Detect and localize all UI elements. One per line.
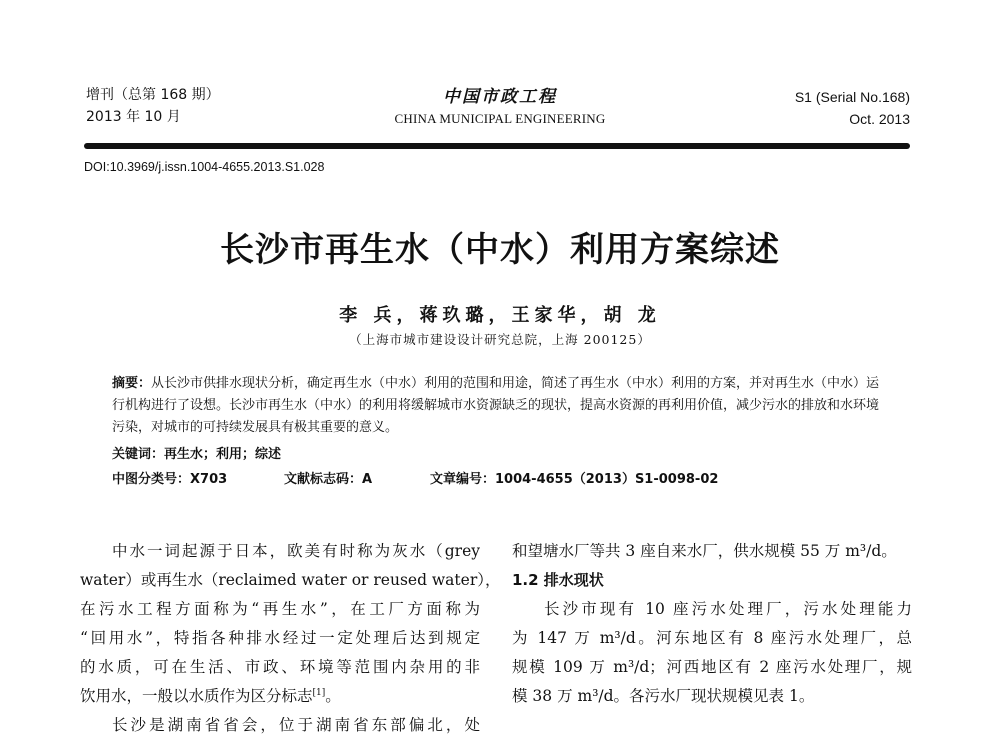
body-line-text: 饮用水，一般以水质作为区分标志 [80, 687, 313, 705]
body-line: 规模 109 万 m³/d；河西地区有 2 座污水处理厂，规 [512, 658, 912, 676]
clc-number: 中图分类号：X703 [112, 472, 228, 487]
body-line: 的水质，可在生活、市政、环境等范围内杂用的非 [80, 658, 480, 676]
body-line [80, 682, 480, 711]
abstract-text: 从长沙市供排水现状分析，确定再生水（中水）利用的范围和用途，简述了再生水（中水）利用的方案，并对再生水（中水）运行机构进行了设想。长沙市再生水（中水）的利用将缓解城市水资源缺乏的现状，提高水资源的再利用价值，减少污水的排放和水环境污染，对城市的可持续发展具有极其重要的意义。 [112, 376, 880, 435]
reference-mark[interactable]: [1] [312, 687, 326, 698]
body-line: 长沙市现有 10 座污水处理厂，污水处理能力 [544, 600, 912, 618]
paper-title: 长沙市再生水（中水）利用方案综述 [220, 230, 780, 270]
doc-code: 文献标志码：A [284, 472, 373, 487]
body-line: 中水一词起源于日本，欧美有时称为灰水（grey [112, 542, 480, 560]
body-line: 模 38 万 m³/d。各污水厂现状规模见表 1。 [512, 687, 815, 705]
body-line: 和望塘水厂等共 3 座自来水厂，供水规模 55 万 m³/d。 [512, 542, 897, 560]
journal-name-en: CHINA MUNICIPAL ENGINEERING [394, 111, 606, 126]
serial-block [795, 86, 910, 130]
body-line: 为 147 万 m³/d。河东地区有 8 座污水处理厂，总 [512, 629, 912, 647]
authors: 李 兵，蒋玖璐，王家华，胡 龙 [339, 305, 661, 326]
abstract [112, 373, 882, 439]
body-line: “回用水”，特指各种排水经过一定处理后达到规定 [80, 629, 480, 647]
journal-logo-cn: 中国市政工程 [443, 87, 557, 107]
date-en: Oct. 2013 [849, 111, 910, 127]
keywords-text: 再生水；利用；综述 [164, 447, 282, 462]
body-left-column [80, 537, 501, 740]
serial-number: S1 (Serial No.168) [794, 89, 910, 105]
abstract-label: 摘要： [112, 376, 152, 391]
affiliation: （上海市城市建设设计研究总院，上海 200125） [349, 332, 651, 347]
body-right-column [512, 537, 912, 711]
section-heading: 1.2 排水现状 [512, 571, 604, 589]
keywords [112, 443, 281, 462]
doi: DOI:10.3969/j.issn.1004-4655.2013.S1.028 [84, 160, 325, 174]
body-line: water）或再生水（reclaimed water or reused water）， [80, 571, 501, 589]
body-line: 在污水工程方面称为“再生水”，在工厂方面称为 [80, 600, 480, 618]
issue-number: 增刊（总第 168 期） [86, 87, 220, 103]
keywords-label: 关键词： [112, 447, 165, 462]
header-rule [84, 143, 910, 149]
body-line: 长沙是湖南省省会，位于湖南省东部偏北，处 [112, 716, 480, 734]
issue-date: 2013 年 10 月 [86, 109, 181, 125]
article-number: 文章编号：1004-4655（2013）S1-0098-02 [430, 472, 719, 487]
body-line-end: 。 [325, 687, 341, 705]
